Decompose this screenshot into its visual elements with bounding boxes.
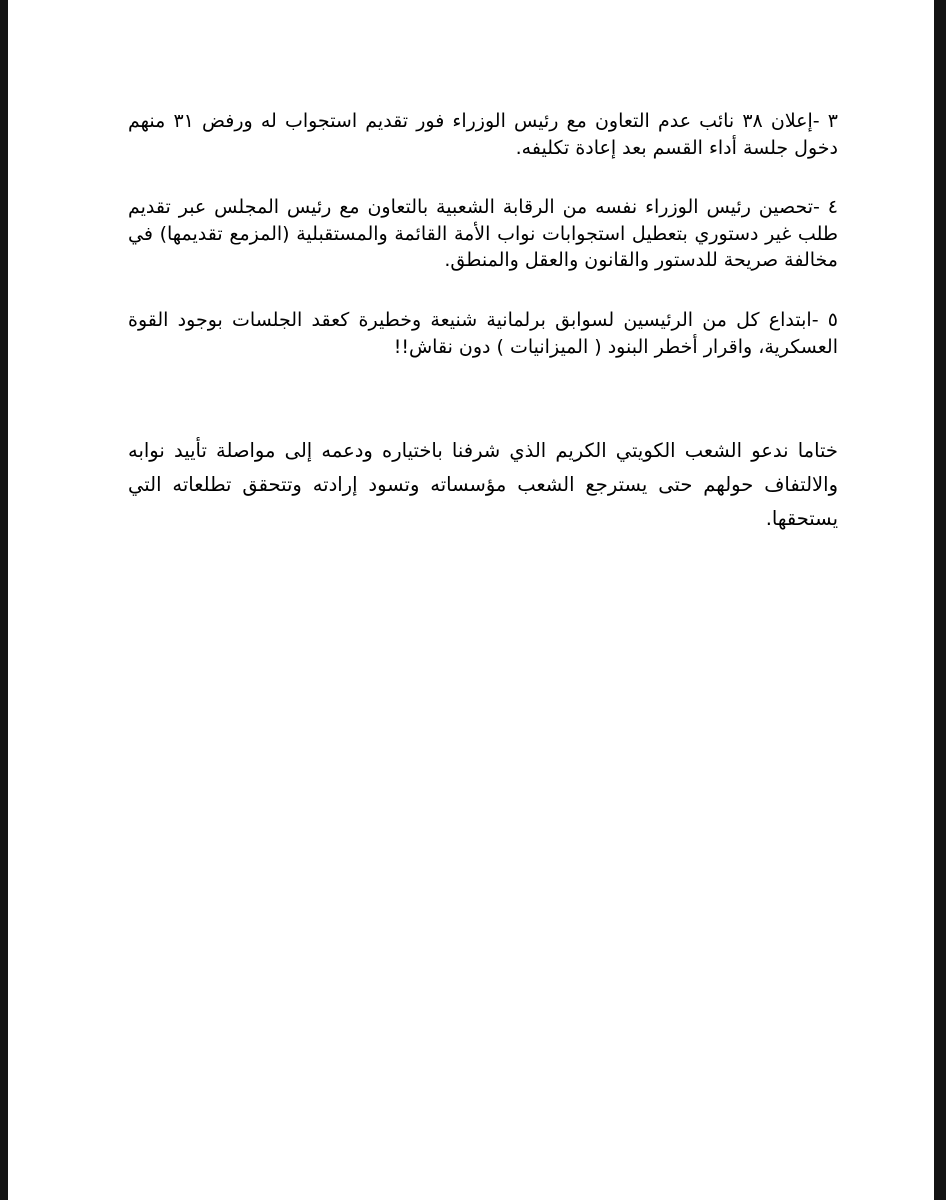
- list-item-4: [128, 194, 838, 274]
- closing-paragraph-text: ختاما ندعو الشعب الكويتي الكريم الذي شرفنا باختياره ودعمه إلى مواصلة تأييد نوابه والالتفاف حولهم حتى يسترجع الشعب مؤسساته وتسود إرادته وتتحقق تطلعاته التي يستحقها.: [128, 439, 838, 530]
- left-dark-border: [0, 0, 8, 1200]
- list-item-3-text: ٣ -إعلان ٣٨ نائب عدم التعاون مع رئيس الوزراء فور تقديم استجواب له ورفض ٣١ منهم دخول جلسة أداء القسم بعد إعادة تكليفه.: [128, 110, 839, 159]
- list-item-4-text: ٤ -تحصين رئيس الوزراء نفسه من الرقابة الشعبية بالتعاون مع رئيس المجلس عبر تقديم طلب غير دستوري بتعطيل استجوابات نواب الأمة القائمة والمستقبلية (المزمع تقديمها) في مخالفة صريحة للدستور والقانون والعقل والمنطق.: [128, 196, 838, 271]
- right-dark-border: [934, 0, 946, 1200]
- list-item-5-text: ٥ -ابتداع كل من الرئيسين لسوابق برلمانية شنيعة وخطيرة كعقد الجلسات بوجود القوة العسكرية، واقرار أخطر البنود ( الميزانيات ) دون نقاش!!: [128, 309, 838, 358]
- document-page: [8, 0, 934, 1200]
- list-item-5: [128, 307, 838, 360]
- closing-paragraph: [128, 434, 838, 536]
- list-item-3: [128, 108, 838, 161]
